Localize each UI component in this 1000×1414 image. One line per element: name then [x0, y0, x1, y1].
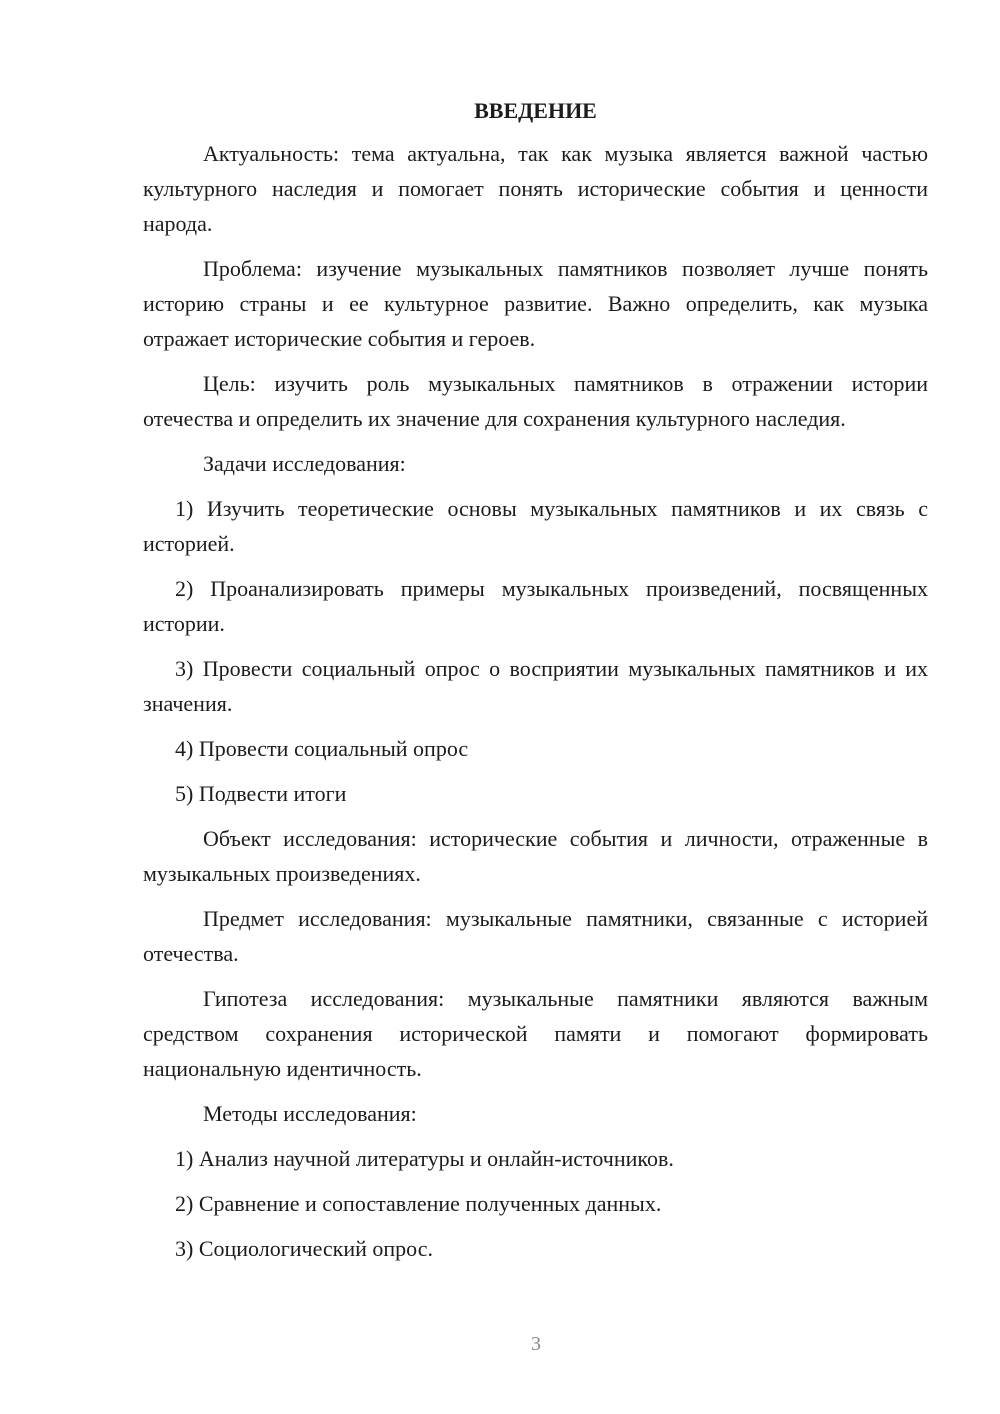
document-body — [143, 96, 928, 1276]
paragraph-relevance: Актуальность: тема актуальна, так как музыка является важной частью культурного наследия и помогает понять исторические события и ценности народа. — [143, 141, 928, 236]
page-number: 3 — [531, 1333, 541, 1355]
task-item-5: 5) Подвести итоги — [175, 781, 347, 806]
methods-heading: Методы исследования: — [203, 1101, 417, 1126]
page-title: ВВЕДЕНИЕ — [474, 98, 597, 123]
method-item-1: 1) Анализ научной литературы и онлайн-источников. — [175, 1146, 674, 1171]
method-item-2: 2) Сравнение и сопоставление полученных данных. — [175, 1191, 662, 1216]
task-item-4: 4) Провести социальный опрос — [175, 736, 469, 761]
paragraph-subject: Предмет исследования: музыкальные памятники, связанные с историей отечества. — [143, 906, 928, 966]
paragraph-goal: Цель: изучить роль музыкальных памятников в отражении истории отечества и определить их значение для сохранения культурного наследия. — [143, 371, 928, 431]
task-item-1: 1) Изучить теоретические основы музыкальных памятников и их связь с историей. — [143, 496, 928, 556]
task-item-2: 2) Проанализировать примеры музыкальных произведений, посвященных истории. — [143, 576, 928, 636]
paragraph-hypothesis: Гипотеза исследования: музыкальные памятники являются важным средством сохранения исторической памяти и помогают формировать национальную идентичность. — [143, 986, 928, 1081]
method-item-3: 3) Социологический опрос. — [175, 1236, 433, 1261]
paragraph-object: Объект исследования: исторические события и личности, отраженные в музыкальных произведениях. — [143, 826, 928, 886]
tasks-heading: Задачи исследования: — [203, 451, 406, 476]
task-item-3: 3) Провести социальный опрос о восприятии музыкальных памятников и их значения. — [143, 656, 928, 716]
paragraph-problem: Проблема: изучение музыкальных памятников позволяет лучше понять историю страны и ее культурное развитие. Важно определить, как музыка отражает исторические события и героев. — [143, 256, 928, 351]
